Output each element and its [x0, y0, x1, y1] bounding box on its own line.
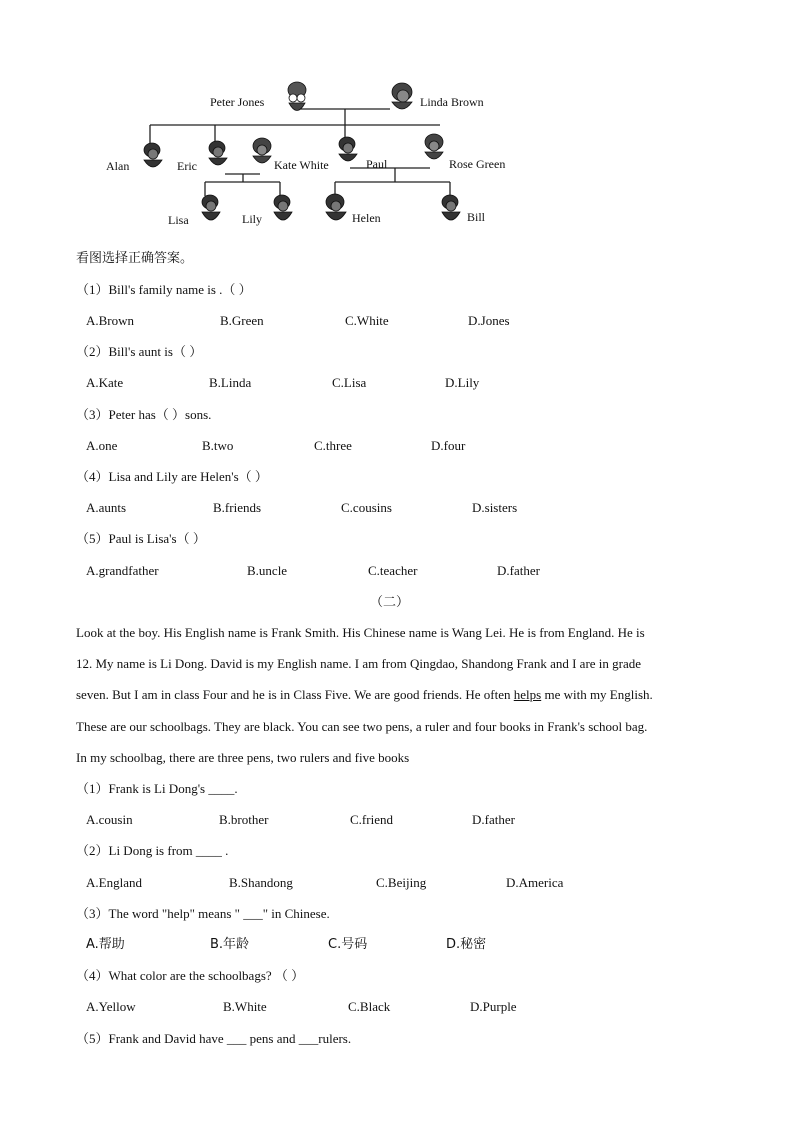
label-eric: Eric: [177, 159, 197, 173]
option-2-3-b[interactable]: B.年龄: [210, 937, 250, 952]
option-1-2-a[interactable]: A.Kate: [86, 375, 124, 390]
label-peter: Peter Jones: [210, 95, 265, 109]
label-kate: Kate White: [274, 158, 329, 172]
family-tree-diagram: [100, 78, 530, 234]
lily-figure: [274, 195, 292, 220]
question-1-1: （1）Bill's family name is .（ ）: [76, 282, 252, 297]
eric-figure: [209, 141, 227, 165]
option-1-1-d[interactable]: D.Jones: [468, 313, 510, 328]
option-1-5-a[interactable]: A.grandfather: [86, 563, 159, 578]
passage-line-4: These are our schoolbags. They are black. You can see two pens, a ruler and four books in Frank's school bag.: [76, 719, 648, 734]
instruction: 看图选择正确答案。: [76, 251, 194, 266]
option-1-4-a[interactable]: A.aunts: [86, 500, 127, 515]
bill-figure: [442, 195, 460, 220]
passage-line-3-end: me with my English.: [541, 687, 653, 702]
label-rose: Rose Green: [449, 157, 506, 171]
option-1-4-b[interactable]: B.friends: [213, 500, 262, 515]
option-2-1-d[interactable]: D.father: [472, 812, 515, 827]
option-2-3-c[interactable]: C.号码: [328, 937, 368, 952]
option-1-3-b[interactable]: B.two: [202, 438, 234, 453]
option-1-1-a[interactable]: A.Brown: [86, 313, 135, 328]
label-paul: Paul: [366, 157, 388, 171]
option-1-4-c[interactable]: C.cousins: [341, 500, 392, 515]
label-bill: Bill: [467, 210, 486, 224]
passage-line-3-text: seven. But I am in class Four and he is in Class Five. We are good friends. He often: [76, 687, 514, 702]
option-1-1-b[interactable]: B.Green: [220, 313, 264, 328]
section-2-title: （二）: [370, 594, 410, 609]
option-2-1-b[interactable]: B.brother: [219, 812, 269, 827]
option-1-5-c[interactable]: C.teacher: [368, 563, 418, 578]
rose-figure: [425, 134, 443, 159]
kate-figure: [253, 138, 271, 163]
option-1-2-c[interactable]: C.Lisa: [332, 375, 367, 390]
label-alan: Alan: [106, 159, 130, 173]
passage-line-3: [76, 687, 653, 703]
linda-figure: [392, 83, 412, 109]
question-1-3: （3）Peter has（ ）sons.: [76, 407, 212, 422]
option-2-2-b[interactable]: B.Shandong: [229, 875, 293, 890]
question-1-5: （5）Paul is Lisa's（ ）: [76, 531, 206, 546]
label-lily: Lily: [242, 212, 262, 226]
lisa-figure: [202, 195, 220, 220]
option-2-4-b[interactable]: B.White: [223, 999, 267, 1014]
underlined-word-helps: helps: [513, 687, 542, 702]
label-lisa: Lisa: [168, 213, 189, 227]
question-2-4: （4）What color are the schoolbags? （ ）: [76, 968, 305, 983]
option-2-4-d[interactable]: D.Purple: [470, 999, 517, 1014]
question-1-4: （4）Lisa and Lily are Helen's（ ）: [76, 469, 268, 484]
option-2-4-c[interactable]: C.Black: [348, 999, 391, 1014]
option-2-4-a[interactable]: A.Yellow: [86, 999, 136, 1014]
option-2-3-d[interactable]: D.秘密: [446, 937, 487, 952]
option-2-1-a[interactable]: A.cousin: [86, 812, 133, 827]
question-1-2: （2）Bill's aunt is（ ）: [76, 344, 203, 359]
passage-line-5: In my schoolbag, there are three pens, two rulers and five books: [76, 750, 410, 765]
label-helen: Helen: [352, 211, 381, 225]
option-1-3-a[interactable]: A.one: [86, 438, 118, 453]
option-2-3-a[interactable]: A.帮助: [86, 937, 125, 952]
paul-figure: [339, 137, 357, 161]
option-2-2-c[interactable]: C.Beijing: [376, 875, 427, 890]
label-linda: Linda Brown: [420, 95, 484, 109]
option-2-2-a[interactable]: A.England: [86, 875, 142, 890]
question-2-3: （3）The word "help" means " ___" in Chinese.: [76, 906, 330, 921]
passage-line-2: 12. My name is Li Dong. David is my English name. I am from Qingdao, Shandong Frank and I are in grade: [76, 656, 642, 671]
option-1-3-c[interactable]: C.three: [314, 438, 352, 453]
option-1-5-d[interactable]: D.father: [497, 563, 540, 578]
option-1-3-d[interactable]: D.four: [431, 438, 466, 453]
passage-line-1: Look at the boy. His English name is Frank Smith. His Chinese name is Wang Lei. He is from England. He is: [76, 625, 645, 640]
question-2-1: （1）Frank is Li Dong's ____.: [76, 781, 238, 796]
option-1-1-c[interactable]: C.White: [345, 313, 389, 328]
helen-figure: [326, 194, 346, 220]
option-1-2-d[interactable]: D.Lily: [445, 375, 480, 390]
question-2-5: （5）Frank and David have ___ pens and ___rulers.: [76, 1031, 352, 1046]
option-2-1-c[interactable]: C.friend: [350, 812, 393, 827]
option-2-2-d[interactable]: D.America: [506, 875, 564, 890]
option-1-4-d[interactable]: D.sisters: [472, 500, 518, 515]
option-1-2-b[interactable]: B.Linda: [209, 375, 252, 390]
peter-figure: [288, 82, 306, 111]
option-1-5-b[interactable]: B.uncle: [247, 563, 288, 578]
alan-figure: [144, 143, 162, 167]
question-2-2: （2）Li Dong is from ____ .: [76, 843, 229, 858]
